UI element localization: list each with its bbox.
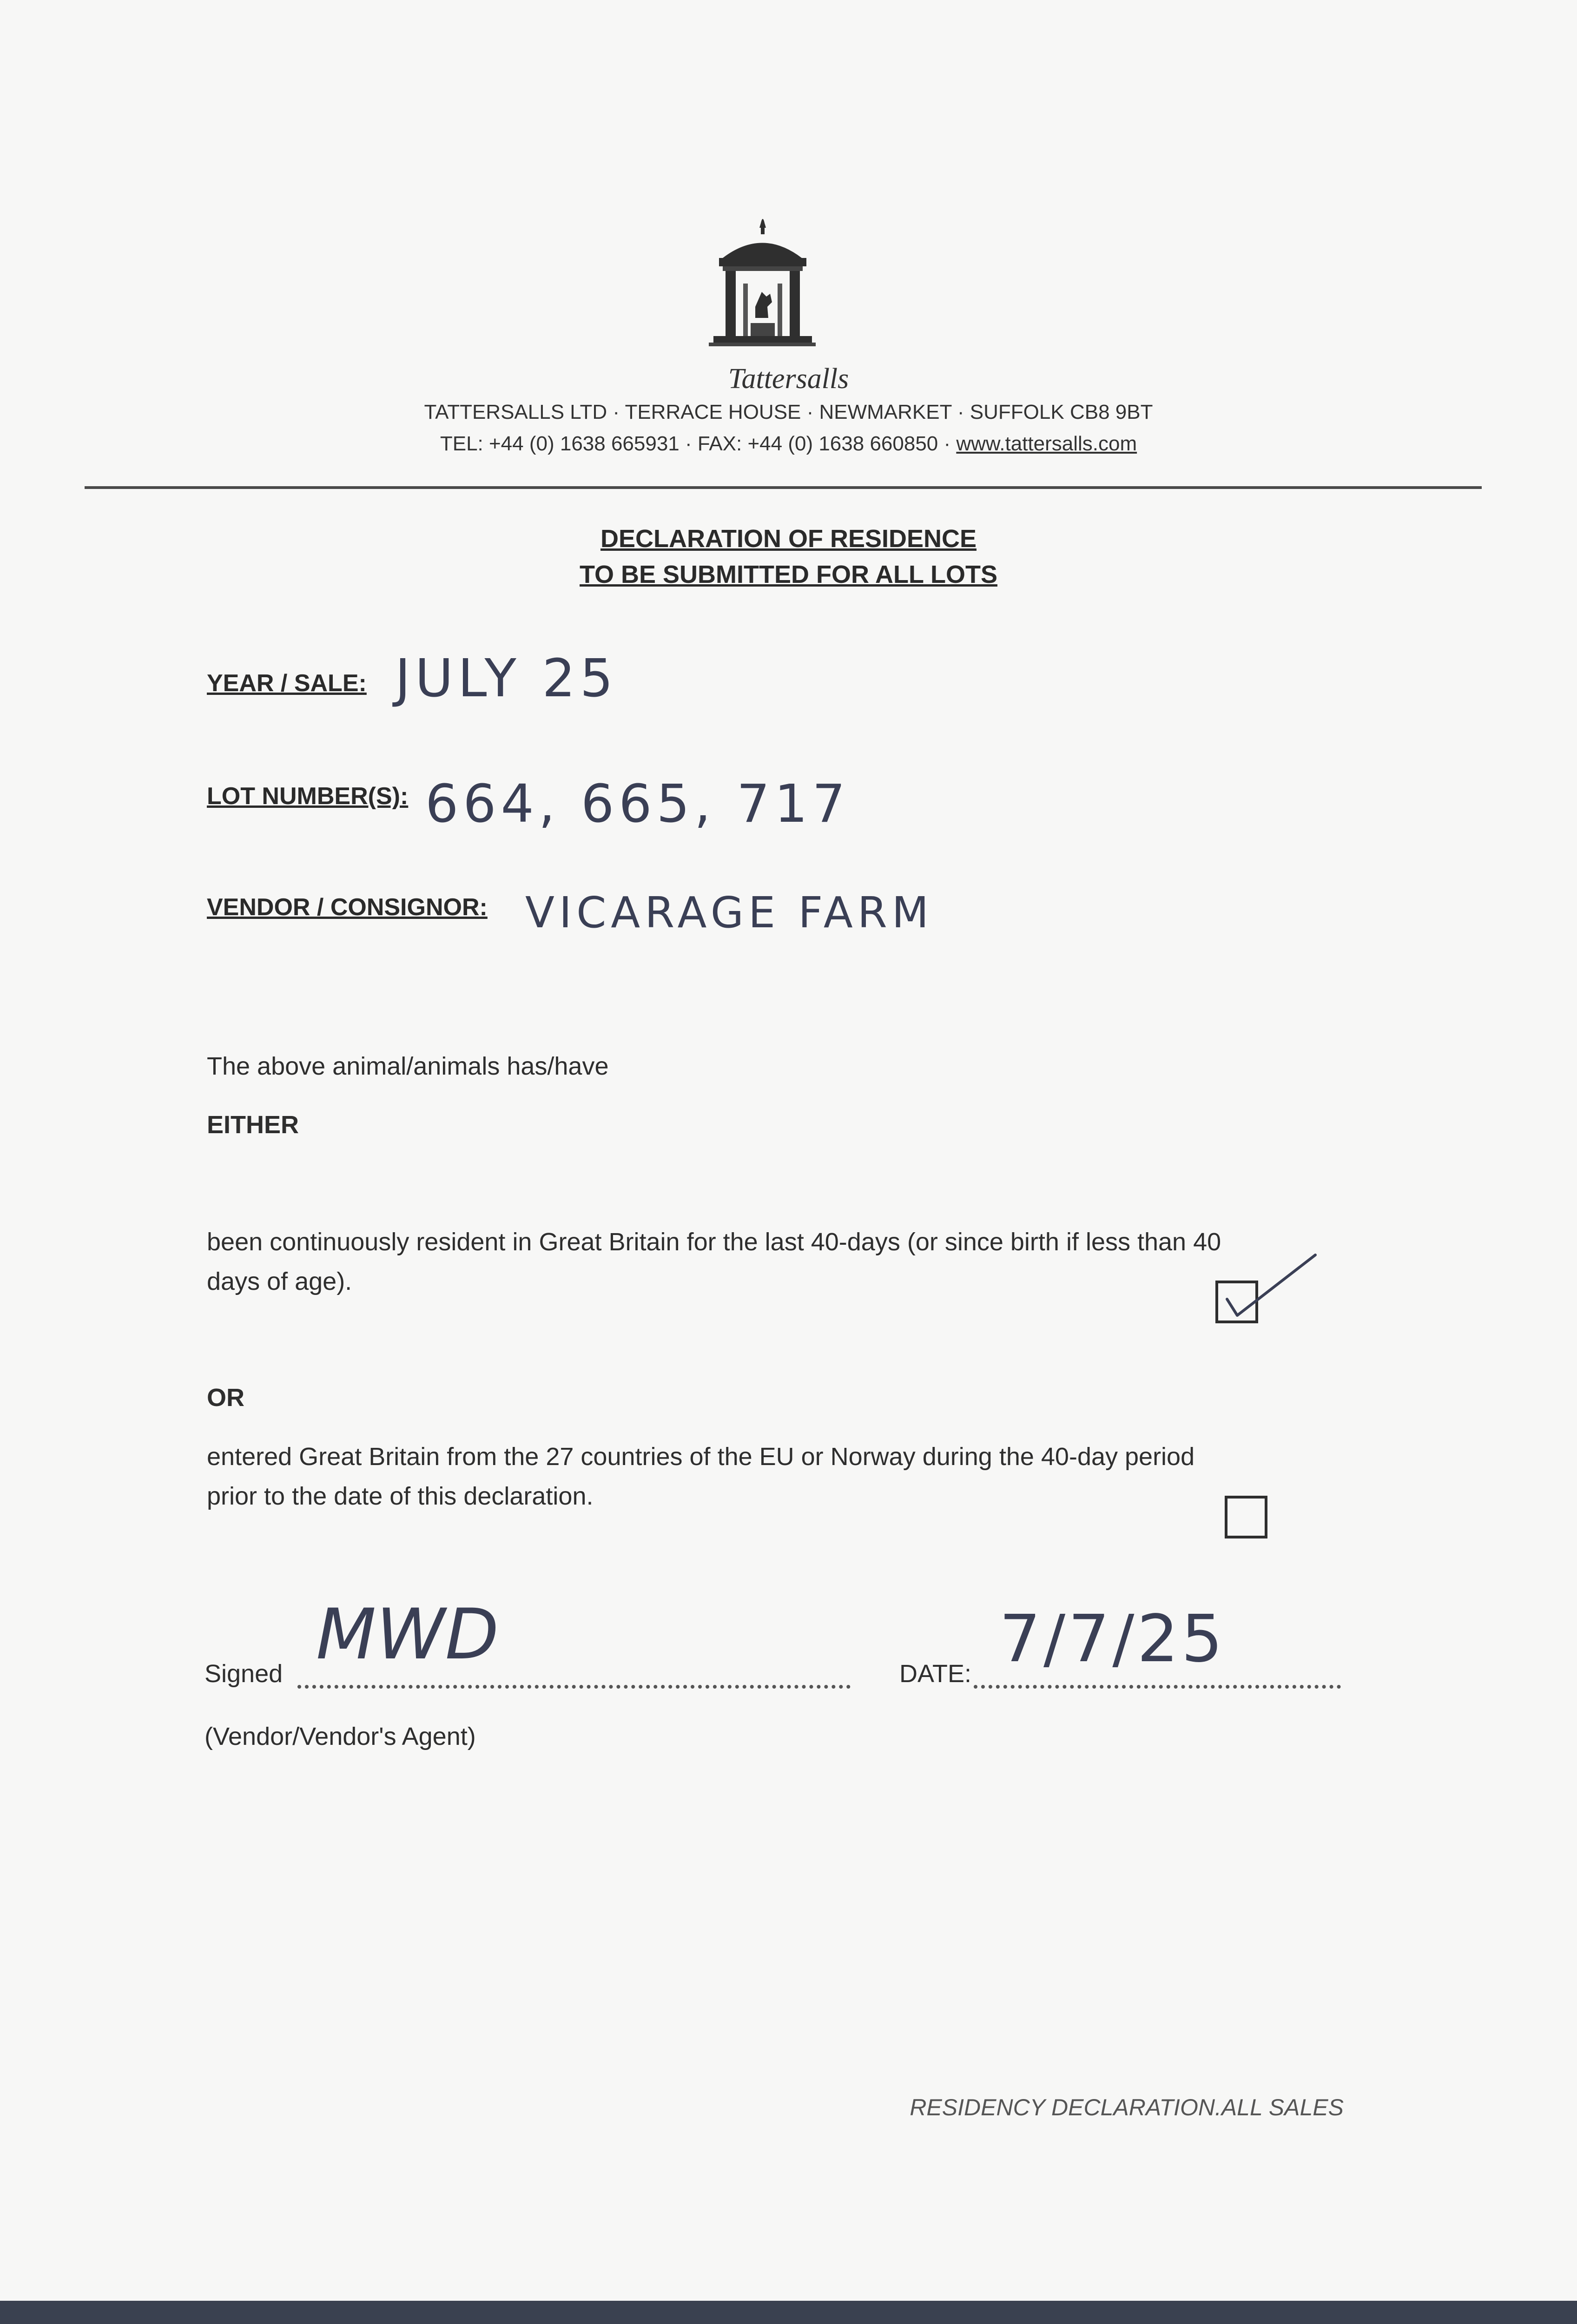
signature-line	[297, 1685, 851, 1689]
year-sale-value[interactable]: JULY 25	[395, 648, 618, 709]
option1-line2: days of age).	[207, 1268, 352, 1295]
date-label: DATE:	[899, 1660, 972, 1688]
option2-line1: entered Great Britain from the 27 countries of the EU or Norway during the 40-day period	[207, 1443, 1195, 1471]
form-name: RESIDENCY DECLARATION.ALL SALES	[910, 2094, 1344, 2120]
year-sale-label: YEAR / SALE:	[207, 670, 367, 697]
document-subtitle: TO BE SUBMITTED FOR ALL LOTS	[580, 561, 997, 588]
website-link[interactable]: www.tattersalls.com	[956, 432, 1137, 455]
lot-numbers-value[interactable]: 664, 665, 717	[425, 774, 850, 834]
vendor-value[interactable]: VICARAGE FARM	[525, 888, 934, 938]
header-divider	[85, 486, 1482, 489]
date-value[interactable]: 7/7/25	[999, 1601, 1226, 1677]
document-title: DECLARATION OF RESIDENCE	[600, 525, 977, 553]
signature-value[interactable]: MWD	[316, 1594, 499, 1675]
signed-label: Signed	[205, 1660, 283, 1688]
company-contact	[0, 432, 1577, 456]
check-mark-icon	[1222, 1250, 1325, 1320]
option2-checkbox[interactable]	[1225, 1496, 1267, 1538]
lot-numbers-label: LOT NUMBER(S):	[207, 783, 409, 810]
scan-bottom-edge	[0, 2301, 1577, 2324]
intro-text: The above animal/animals has/have	[207, 1052, 609, 1080]
company-address: TATTERSALLS LTD · TERRACE HOUSE · NEWMARKET · SUFFOLK CB8 9BT	[424, 401, 1153, 423]
either-label: EITHER	[207, 1111, 299, 1139]
brand-name: Tattersalls	[728, 363, 849, 395]
signer-role: (Vendor/Vendor's Agent)	[205, 1723, 476, 1750]
tattersalls-logo	[709, 214, 816, 363]
vendor-label: VENDOR / CONSIGNOR:	[207, 894, 488, 921]
contact-details: TEL: +44 (0) 1638 665931 · FAX: +44 (0) 1638 660850 ·	[440, 432, 957, 455]
option2-line2: prior to the date of this declaration.	[207, 1482, 594, 1510]
option1-line1: been continuously resident in Great Britain for the last 40-days (or since birth if less than 40	[207, 1228, 1221, 1256]
or-label: OR	[207, 1384, 244, 1412]
date-line	[974, 1685, 1341, 1689]
